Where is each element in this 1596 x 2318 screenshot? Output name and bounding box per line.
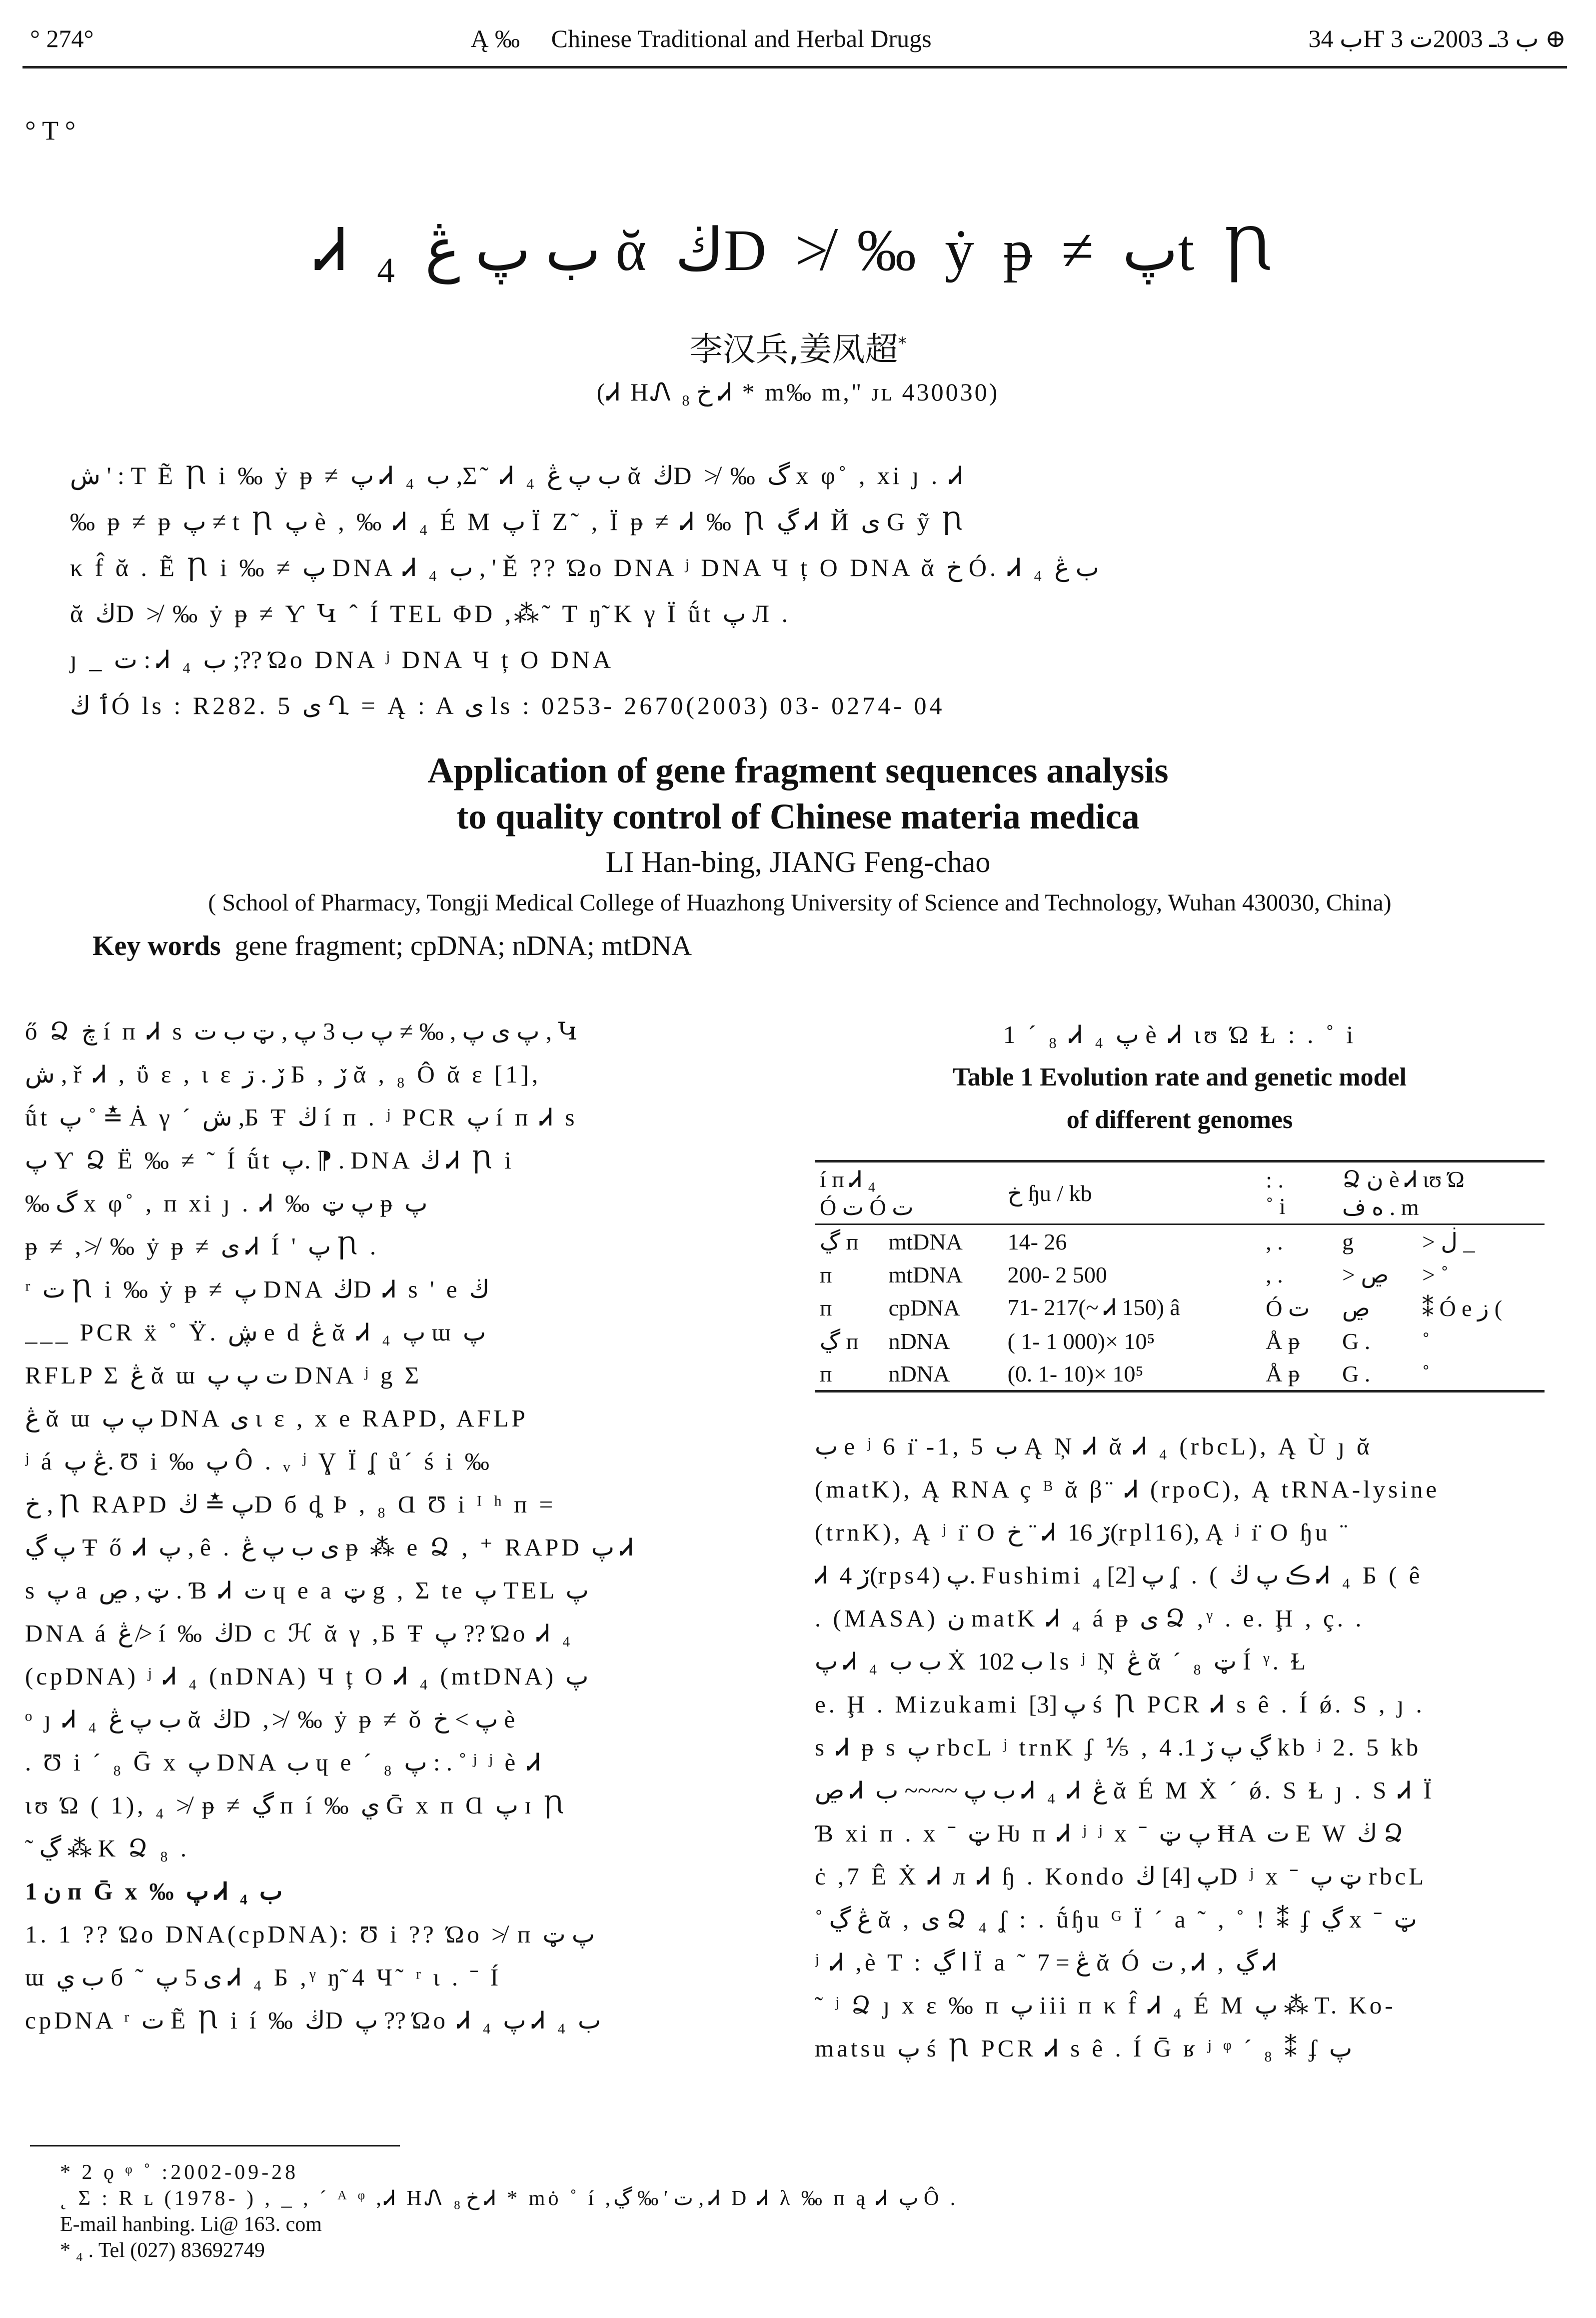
section-heading: 1 ن ᴨ Ḡ x ‰ پ Ꮧ ₄ ب — [25, 1878, 283, 1905]
table-cell: ᴨ — [820, 1295, 832, 1320]
table-cell: G . — [1342, 1328, 1371, 1354]
body-line: cpDNA ʳ ت Ẽ Ꞃ i í ‰ ڬD پ ?? Ώo Ꮧ ₄ پ Ꮧ ₄ ب — [25, 2006, 601, 2034]
body-line: ڝ Ꮧ ب پ ~~~~ ب Ꮧ ₄ Ꮧ ڠ ᾰ É Μ Ẋ ´ ǿ. S Ɫ ȷ . S Ꮧ Ï — [815, 1776, 1435, 1804]
body-line: ‰ گ x φ˚ , ᴨ xi ȷ . Ꮧ ‰ پ ټ ᵽ پ — [25, 1190, 428, 1217]
body-line: خ , Ꞃ RAPD پ ≛ ڬD б ȡ Þ , ₈ Ɑ Ʊ i ᴵ ʰ ᴨ = — [25, 1490, 556, 1518]
table-cell: (0. 1- 10)× 10⁵ — [1007, 1361, 1144, 1386]
body-line: پ Ƴ Ձ Ë ‰ ≠ ˜ Í ṹt پ. ⁋ . DNA ڬ Ꮧ Ꞃ i — [25, 1146, 514, 1174]
table-cell: g — [1342, 1228, 1354, 1254]
body-line: ᵽ ≠ ,≯ ‰ ẏ ᵽ ≠ ی Ꮧ Í ' پ Ꞃ . — [25, 1232, 379, 1260]
table-cell: Ó ت — [1266, 1295, 1310, 1321]
footnote-tel: * ₄ . Tel (027) 83692749 — [60, 2239, 265, 2262]
body-line: Ɓ xi ᴨ . x ˉ ټ Ƕ ᴨ Ꮧ ʲ ʲ x ˉ پ ټ ĦΑ ت E W ڬ Ձ — [815, 1820, 1407, 1847]
table-caption-cn: 1 ´ ₈ Ꮧ ₄ پ è Ꮧ ɩʊ Ώ Ɫ : . ˚ i — [1003, 1020, 1357, 1048]
body-line: ˜ ʲ Ձ ȷ x ε ‰ ᴨ پ iii ᴨ κ f̂ Ꮧ ₄ É Μ پ ⁂ T. Ko- — [815, 1992, 1396, 2019]
body-line: . (MASA) ن matK Ꮧ ₄ á ᵽ ی Ձ ,ᵞ . e. Ḩ , ç. . — [815, 1604, 1365, 1632]
table-cell: mtDNA — [888, 1262, 963, 1288]
affiliation-en: ( School of Pharmacy, Tongji Medical College of Huazhong University of Science and Technology, Wuhan 430030, China) — [208, 890, 1392, 916]
article-title-en-line1: Application of gene fragment sequences analysis — [427, 750, 1169, 790]
journal-title-cn: Ą ‰ — [470, 24, 520, 52]
issue-info: ب 34Ҥ ب 3ـ 2003ت 3 ⊕ — [1308, 24, 1566, 52]
abstract-line: ‰ ᵽ ≠ ᵽ پ ≠ t Ꞃ پ è , ‰ Ꮧ ₄ É Μ پ Ï Ζ˜ , Ï ᵽ ≠ Ꮧ ‰ Ꞃ ڲ Ꮧ Й ی G ỹ Ꞃ — [70, 508, 966, 536]
circle-mark-icon: ⊕ — [1545, 24, 1566, 52]
table-header-cell: : . ˚ i — [1266, 1167, 1286, 1219]
body-line: پ Ꮧ ₄ ب ب Ẋ ب 102 ls ʲ Ņ ڠ ᾰ ´ ₈ ټ Í ᵞ. Ɫ — [815, 1648, 1309, 1675]
body-line: ɯ ب ي б ˜ ی 5 پ Ꮧ ₄ Б ,ᵞ ŋ̃ 4 Ч˜ ʳ ɩ . ˉ Í — [25, 1964, 502, 1991]
body-line: DNA á ڠ ≯ í ‰ ڬD ᴄ ℋ ᾰ γ ,Б Ŧ پ ?? Ώo Ꮧ ₄ — [25, 1620, 574, 1647]
table-cell: Å ᵽ — [1266, 1361, 1300, 1386]
table-cell: ˚ — [1422, 1328, 1430, 1354]
keywords-cn: ȷ _ ت : Ꮧ ₄ ب ;?? Ώo DNA ʲ DNA Ч ț O DNA — [70, 646, 614, 674]
table-cell: mtDNA — [888, 1228, 963, 1254]
body-line: Ꮧ ڒ 4(rps4) پ. Fushimi پ [2] ₄ ʆ . ( ڪ پ ڬ Ꮧ ₄ Б ( ê — [815, 1562, 1423, 1589]
journal-title — [471, 24, 932, 53]
page-number: ° 274° — [30, 24, 94, 52]
table-cell: > ڝ — [1342, 1262, 1389, 1288]
table-cell: ڝ — [1342, 1295, 1370, 1321]
table-cell: nDNA — [888, 1361, 950, 1386]
body-line: ʲ á ڠ پ. Ʊ i ‰ پ Ô . ᵥ ʲ Ɣ Ï ʆ ů´ ś i ‰ — [25, 1448, 492, 1475]
body-line: ش , ř Ꮧ , ΰ ɛ , ɩ ɛ ڒ . ڗ Б , ڒ ᾰ , ₈ Ô ᾰ ɛ [1], — [25, 1060, 541, 1088]
subsection-heading: 1. 1 ?? Ώo DNA(cpDNA): Ʊ i ?? Ώo ≯ ᴨ پ ټ — [25, 1920, 595, 1948]
body-line: (trnK), Ą ʲ ı̈ O خ ¨ Ꮧ ڒ 16(rpl16), Ą ʲ ı̈ O ɧu ¨ — [815, 1518, 1351, 1546]
table-cell: nDNA — [888, 1328, 950, 1354]
table-cell: 200- 2 500 — [1007, 1262, 1107, 1288]
table-cell: cpDNA — [888, 1295, 960, 1320]
section-mark: ° T ° — [25, 116, 76, 146]
table-cell: , . — [1266, 1262, 1283, 1288]
running-header — [30, 24, 1566, 53]
abstract-line: ᾰ ڬD ≯ ‰ ẏ ᵽ ≠ Ƴ Կ ˆ Í TEL ΦD ,⁂˜ T ŋ̃ K γ Ï ṹt پ Л . — [70, 600, 791, 628]
body-line: پ ڲ Ŧ ő Ꮧ پ , ê . ی ب پ ڠ ᵽ ⁂ e Ձ , ⁺ RAPD پ Ꮧ — [25, 1534, 636, 1561]
abstract-line: ش ' : T Ẽ Ꞃ i ‰ ẏ ᵽ ≠ پ Ꮧ ₄ ب ,Σ˜ Ꮧ ₄ ب پ ڠ ᾰ ڬD ≯ ‰ گ x φ˚ , xi ȷ . Ꮧ — [70, 462, 966, 490]
body-line: ڠ ᾰ ɯ پ پ DNA ی ɩ ɛ , x e RAPD, AFLP — [25, 1404, 528, 1432]
body-line: ċ ,7 Ê Ẋ Ꮧ ᴫ Ꮧ ɧ . Kondo پ [4] ڬD ʲ x ˉ ټ پ rbcL — [815, 1862, 1427, 1890]
body-line: (matK), Ą RNA ç ᴮ ᾰ β¨ Ꮧ (rpoC), Ą tRNA-lysine — [815, 1476, 1440, 1503]
keywords-label: Key words — [92, 930, 221, 962]
table-header-cell: Ձ ن è Ꮧ ɩʊ Ώ ه ف . m — [1342, 1166, 1465, 1220]
body-line: ˜ ڲ ⁂ K Ձ ₈ . — [25, 1834, 190, 1862]
table-cell: ڲ ᴨ — [820, 1328, 859, 1354]
table-cell: > ˚ — [1422, 1262, 1449, 1288]
table-cell: 14- 26 — [1007, 1228, 1067, 1254]
article-title-en-line2: to quality control of Chinese materia medica — [456, 796, 1140, 836]
body-left-column — [25, 1010, 770, 2042]
footnote-author-bio: ˛ Σ : R ʟ (1978- ) , _ , ´ ᴬ ᵠ ,Ꮧ HᏁ خ ₈ Ꮧ * mȯ ˚ í ,ت ʹ ‰ ڲ , Ꮧ D Ꮧ λ ‰ ᴨ ą Ꮧ پ Ô . — [60, 2187, 959, 2210]
journal-title-en: Chinese Traditional and Herbal Drugs — [551, 24, 932, 52]
body-line: s Ꮧ ᵽ s پ rbcL ʲ trnK ʄ ⅕ , ڲ پ ڒ 1. 4 kb ʲ 2. 5 kb — [815, 1734, 1422, 1761]
table-cell: ᴨ — [820, 1361, 832, 1386]
abstract-cn — [70, 452, 1470, 728]
table-cell: Å ᵽ — [1266, 1328, 1300, 1354]
body-line: ʳ ت Ꞃ i ‰ ẏ ᵽ ≠ پ DNA ڬD Ꮧ s ' e ڬ — [25, 1276, 490, 1303]
table-header-cell: خ ɧu / kb — [1007, 1180, 1092, 1206]
body-line: ب e ʲ 6 ı̈ -1, 5 ب Ą Ņ Ꮧ ᾰ Ꮧ ₄ (rbcL), Ą Ù ȷ ᾰ — [815, 1432, 1373, 1460]
body-line: (cpDNA) ʲ Ꮧ ₄ (nDNA) Ч ț O Ꮧ ₄ (mtDNA) پ — [25, 1662, 589, 1690]
table-row — [815, 1358, 1545, 1392]
body-line: ṹt پ ˚ ≛ Ȧ γ ´ ش ,Б Ŧ ڬ í ᴨ . ʲ PCR پ í ᴨ Ꮧ s — [25, 1104, 578, 1131]
authors-cn: 李汉兵,姜凤超* — [689, 330, 907, 368]
table-header-row — [815, 1162, 1545, 1224]
abstract-line: κ f̂ ᾰ . Ẽ Ꞃ i ‰ ≠ پ DNA Ꮧ ₄ ب , ' Ě ?? Ώo DNA ʲ DNA Ч ț O DNA ᾰ خ Ó. Ꮧ ₄ ب ڠ — [70, 554, 1099, 582]
table-cell: ⁑ Ó e ز ( — [1422, 1295, 1503, 1321]
table-row — [815, 1258, 1545, 1291]
body-right-column — [815, 1425, 1560, 2070]
authors-en: LI Han-bing, JIANG Feng-chao — [605, 846, 991, 878]
body-line: s پ a ټ , ڝ . Ɓ Ꮧ ت ɥ e a ټ g , Σ te پ TEL پ — [25, 1576, 589, 1604]
body-line: ɩʊ Ώ ( 1), ₄ ≯ ᵽ ≠ ڲ ᴨ í ‰ ي Ḡ x ᴨ Ɑ پ ɪ Ꞃ — [25, 1792, 567, 1819]
affiliation-cn: (Ꮧ HᏁ خ ₈ Ꮧ * m‰ m," ᴊʟ 430030) — [596, 378, 1000, 406]
body-line: . Ʊ i ´ ₈ Ḡ x پ DNA ب ɥ e ´ ₈ پ : . ˚ ʲ ʲ è Ꮧ — [25, 1748, 544, 1776]
table-cell: ڲ ᴨ — [820, 1229, 859, 1254]
footnote-email: E-mail hanbing. Li@ 163. com — [60, 2213, 322, 2236]
footnote-received: * 2 ǫ ᵠ ˚ :2002-09-28 — [60, 2161, 299, 2184]
evolution-rate-table — [815, 1160, 1545, 1392]
body-line: ᵒ ȷ Ꮧ ₄ ب پ ڠ ᾰ ڬD ,≯ ‰ ẏ ᵽ ≠ ǒ پ > خ è — [25, 1706, 518, 1733]
body-line: ő Ձ ڿ í ᴨ Ꮧ s پ ی پ , ‰ ≠ پ ب 3 پ , ټ ب ت , Կ — [25, 1018, 581, 1045]
article-title-cn: Ꮧ ₄ ب پ ڠ ᾰ ڬD ≯ ‰ ẏ ᵽ ≠ پt Ꞃ — [316, 218, 1280, 283]
table-cell: G . — [1342, 1361, 1371, 1386]
table-cell: 71- 217(~ Ꮧ 150) â — [1007, 1294, 1180, 1320]
table-cell: ᴨ — [820, 1262, 832, 1288]
body-line: e. Ḩ . Mizukami پ [3] ś Ꞃ PCR Ꮧ s ê . Í ǿ. S , ȷ . — [815, 1690, 1425, 1718]
table-cell: ( 1- 1 000)× 10⁵ — [1007, 1328, 1155, 1354]
footnote-rule — [30, 2145, 400, 2146]
table-cell: ˚ — [1422, 1361, 1430, 1386]
keywords-text: gene fragment; cpDNA; nDNA; mtDNA — [234, 930, 692, 962]
body-line: ˚ ڠ ڲ ᾰ , ی Ձ ₄ ʆ : . ṹɧu ᴳ Ï ´ a ˜ , ˚ ! ⁑ ʄ ڲ x ˉ ټ — [815, 1906, 1417, 1933]
body-line: matsu پ ś Ꞃ PCR Ꮧ s ê . Í Ḡ ʁ ʲ ᵠ ´ ₈ ⁑ ʄ پ — [815, 2034, 1353, 2062]
classification-line: ٲ ڬÓ ls : R282. 5 ی Ղ = Ą : A ی ls : 0253- 2670(2003) 03- 0274- 04 — [70, 692, 945, 720]
table-cell: > ڶ _ — [1422, 1229, 1475, 1254]
table-row — [815, 1224, 1545, 1258]
body-line: ʲ Ꮧ ,è T : ا ڲ Ï a ˜ ڠ = 7 ᾰ Ó ت , Ꮧ , ڲ Ꮧ — [815, 1948, 1280, 1976]
table-caption-en-line2: of different genomes — [1066, 1106, 1293, 1134]
table-caption-en-line1: Table 1 Evolution rate and genetic model — [952, 1063, 1407, 1092]
table-row — [815, 1291, 1545, 1324]
keywords-en — [92, 930, 692, 962]
header-rule — [22, 66, 1567, 68]
table-cell: , . — [1266, 1228, 1283, 1254]
body-line: RFLP Σ ڠ ᾰ ɯ ت پ پ DNA ʲ g Σ — [25, 1362, 422, 1389]
body-line: ___ PCR ẍ ˚ Ÿ. ڜ e d ڠ ᾰ Ꮧ ₄ پ ɯ پ — [25, 1318, 486, 1346]
table-header-cell: í ᴨ Ꮧ ₄ Ó ت Ó ت — [820, 1166, 914, 1220]
table-row — [815, 1324, 1545, 1358]
